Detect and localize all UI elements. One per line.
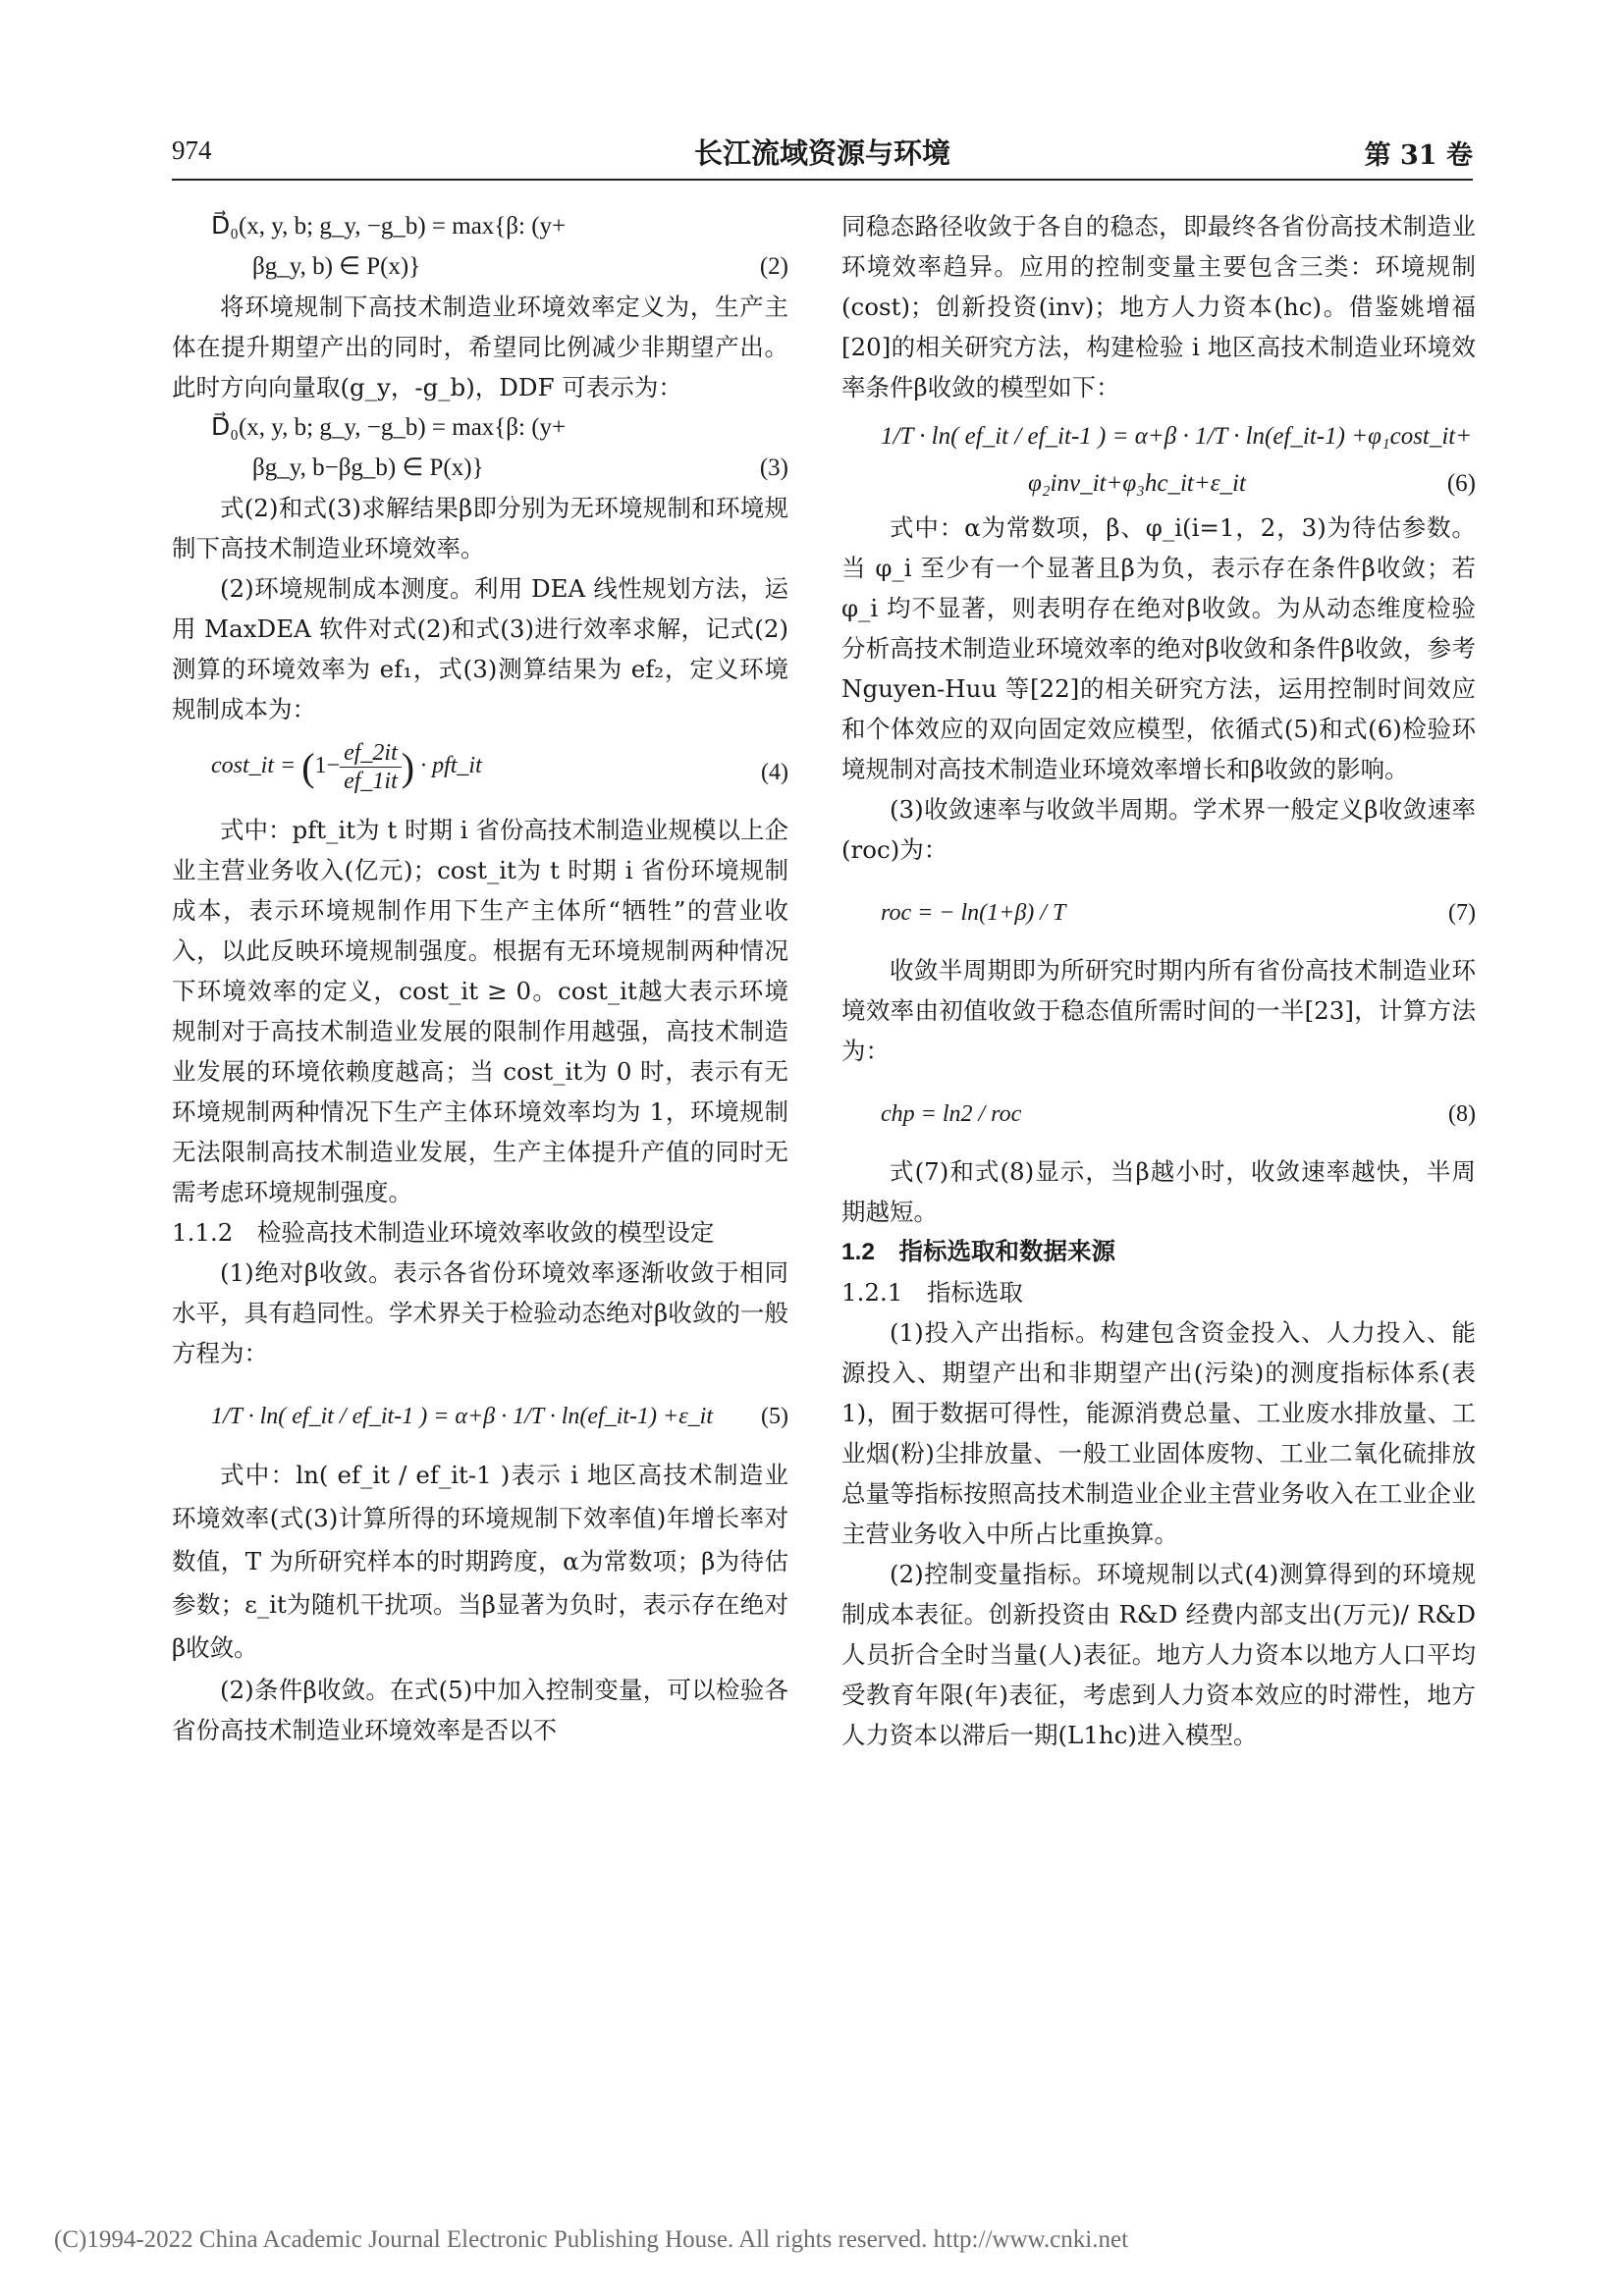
equation-8 <box>841 1071 1476 1151</box>
journal-title: 长江流域资源与环境 <box>693 136 950 170</box>
equation-4-denominator: ef_1it <box>344 769 398 794</box>
equation-6 <box>841 413 1476 507</box>
equation-6-number: (6) <box>1446 470 1476 497</box>
equation-6-line1: 1/T · ln( ef_it / ef_it-1 ) = α+β · 1/T · ln(ef_it-1) +φ₁cost_it+ <box>881 423 1473 450</box>
equation-2-number: (2) <box>759 253 788 280</box>
paragraph: 将环境规制下高技术制造业环境效率定义为，生产主体在提升期望产出的同时，希望同比例减少非期望产出。此时方向向量取(g_y，-g_b)，DDF 可表示为： <box>172 293 788 401</box>
paragraph: 收敛半周期即为所研究时期内所有省份高技术制造业环境效率由初值收敛于稳态值所需时间的一半[23]，计算方法为： <box>841 956 1476 1065</box>
paragraph: 式(7)和式(8)显示，当β越小时，收敛速率越快，半周期越短。 <box>841 1157 1476 1226</box>
paragraph: 式(2)和式(3)求解结果β即分别为无环境规制和环境规制下高技术制造业环境效率。 <box>172 494 788 562</box>
equation-7 <box>841 870 1476 950</box>
equation-3-line2: βg_y, b−βg_b) ∈ P(x)} <box>252 454 484 481</box>
equation-3-number: (3) <box>759 454 788 481</box>
equation-4: cost_it = (1− $\frac{ef\_2it}{ef\_1it}$ ) · pft_it (4) <box>211 740 788 794</box>
equation-3 <box>172 407 788 488</box>
section-heading-1-2: 1.2 指标选取和数据来源 <box>841 1239 1116 1265</box>
equation-8-body: chp = ln2 / roc <box>881 1101 1022 1127</box>
page-number: 974 <box>172 135 212 165</box>
paragraph: (1)投入产出指标。构建包含资金投入、人力投入、能源投入、期望产出和非期望产出(污染)的测度指标体系(表 1)，囿于数据可得性，能源消费总量、工业废水排放量、工业烟(粉)尘排放量、一般工业固体废物、工业二氧化硫排放总量等指标按照高技术制造业企业主营业务收入在工业企业主营业务收入中所占比重换算。 <box>841 1318 1476 1548</box>
paragraph: (2)控制变量指标。环境规制以式(4)测算得到的环境规制成本表征。创新投资由 R&D 经费内部支出(万元)/ R&D 人员折合全时当量(人)表征。地方人力资本以地方人口平均受教育年限(年)表征，考虑到人力资本效应的时滞性，地方人力资本以滞后一期(L1hc)进入模型。 <box>841 1560 1476 1749</box>
equation-3-line1: D⃗₀(x, y, b; g_y, −g_b) = max{β: (y+ <box>211 414 567 441</box>
equation-5-body: 1/T · ln( ef_it / ef_it-1 ) = α+β · 1/T · ln(ef_it-1) +ε_it <box>211 1404 714 1429</box>
equation-8-number: (8) <box>1448 1101 1476 1127</box>
equation-4-rhs: · pft_it <box>420 753 482 779</box>
paragraph: (2)条件β收敛。在式(5)中加入控制变量，可以检验各省份高技术制造业环境效率是否以不 <box>172 1676 788 1744</box>
equation-5-number: (5) <box>761 1404 788 1429</box>
paragraph: (1)绝对β收敛。表示各省份环境效率逐渐收敛于相同水平，具有趋同性。学术界关于检验动态绝对β收敛的一般方程为： <box>172 1258 788 1367</box>
equation-4-lhs: cost_it = <box>211 753 297 779</box>
section-heading-1-1-2: 1.1.2 检验高技术制造业环境效率收敛的模型设定 <box>172 1218 715 1247</box>
paragraph: 同稳态路径收敛于各自的稳态，即最终各省份高技术制造业环境效率趋异。应用的控制变量主要包含三类：环境规制(cost)；创新投资(inv)；地方人力资本(hc)。借鉴姚增福[20]的相关研究方法，构建检验 i 地区高技术制造业环境效率条件β收敛的模型如下： <box>841 212 1476 401</box>
equation-4-number: (4) <box>761 760 788 785</box>
equation-2-line1: D⃗₀(x, y, b; g_y, −g_b) = max{β: (y+ <box>211 213 567 240</box>
equation-2-line2: βg_y, b) ∈ P(x)} <box>252 253 421 280</box>
equation-7-body: roc = − ln(1+β) / T <box>881 900 1066 926</box>
section-heading-1-2-1: 1.2.1 指标选取 <box>841 1278 1023 1307</box>
page-header <box>172 132 1473 181</box>
equation-7-number: (7) <box>1448 900 1476 926</box>
copyright-footer: (C)1994-2022 China Academic Journal Electronic Publishing House. All rights reserved. http://www.cnki.net <box>54 2226 1129 2253</box>
left-column <box>172 206 788 1750</box>
equation-2 <box>172 206 788 287</box>
paragraph: 式中：α为常数项，β、φ_i(i=1，2，3)为待估参数。当 φ_i 至少有一个显著且β为负，表示存在条件β收敛；若 φ_i 均不显著，则表明存在绝对β收敛。为从动态维度检验分析高技术制造业环境效率的绝对β收敛和条件β收敛，参考 Nguyen-Huu 等[22]的相关研究方法，运用控制时间效应和个体效应的双向固定效应模型，依循式(5)和式(6)检验环境规制对高技术制造业环境效率增长和β收敛的影响。 <box>841 513 1476 783</box>
paragraph: (2)环境规制成本测度。利用 DEA 线性规划方法，运用 MaxDEA 软件对式(2)和式(3)进行效率求解，记式(2)测算的环境效率为 ef₁，式(3)测算结果为 ef₂，定义环境规制成本为： <box>172 574 788 723</box>
equation-6-line2: φ₂inv_it+φ₃hc_it+ε_it <box>1028 470 1246 497</box>
volume-label: 第 31 卷 <box>1364 140 1473 171</box>
paragraph: 式中：pft_it为 t 时期 i 省份高技术制造业规模以上企业主营业务收入(亿元)；cost_it为 t 时期 i 省份环境规制成本，表示环境规制作用下生产主体所“牺牲”的营业收入，以此反映环境规制强度。根据有无环境规制两种情况下环境效率的定义，cost_it ≥ 0。cost_it越大表示环境规制对于高技术制造业发展的限制作用越强，高技术制造业发展的环境依赖度越高；当 cost_it为 0 时，表示有无环境规制两种情况下生产主体环境效率均为 1，环境规制无法限制高技术制造业发展，生产主体提升产值的同时无需考虑环境规制强度。 <box>172 816 788 1206</box>
paragraph: (3)收敛速率与收敛半周期。学术界一般定义β收敛速率(roc)为： <box>841 795 1476 864</box>
paragraph: 式中：ln( ef_it / ef_it-1 )表示 i 地区高技术制造业环境效率(式(3)计算所得的环境规制下效率值)年增长率对数值，T 为所研究样本的时期跨度，α为常数项；β为待估参数；ε_it为随机干扰项。当β显著为负时，表示存在绝对β收敛。 <box>172 1461 788 1662</box>
equation-4-numerator: ef_2it <box>340 739 402 768</box>
equation-5 <box>172 1373 788 1454</box>
right-column <box>841 206 1476 1755</box>
